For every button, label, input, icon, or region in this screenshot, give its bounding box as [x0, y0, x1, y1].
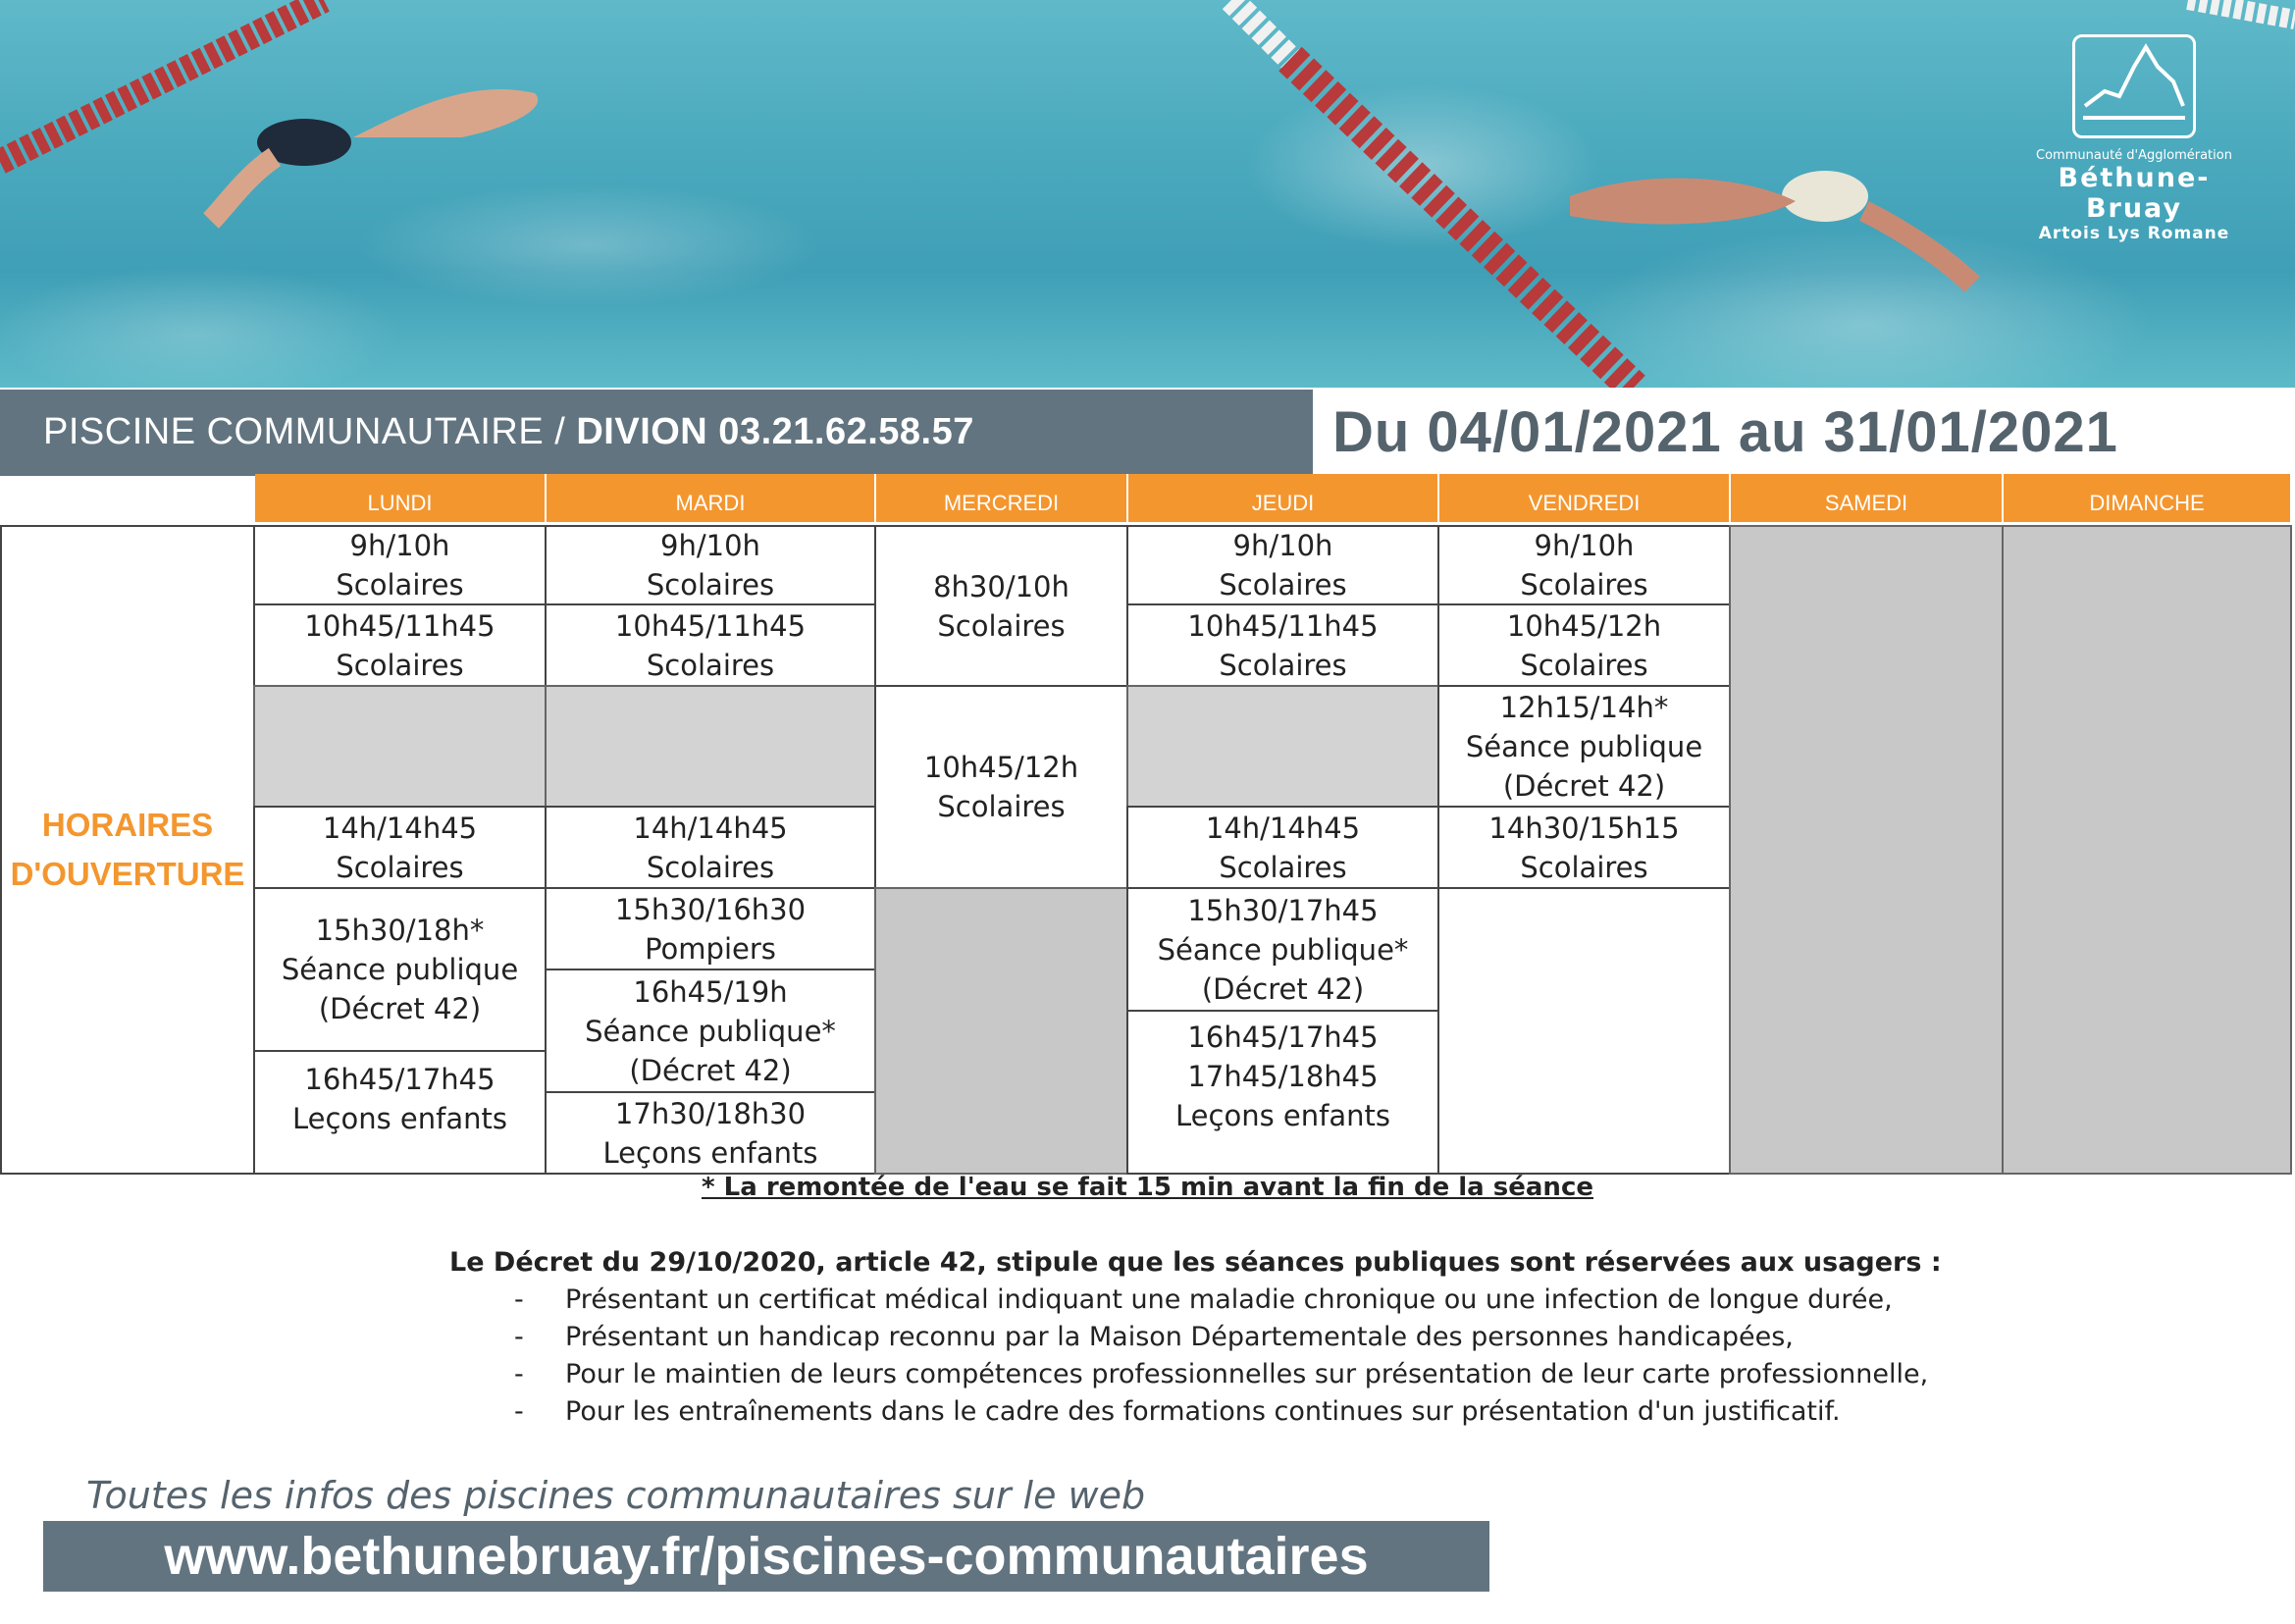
slot-activity: Scolaires	[336, 568, 464, 602]
slot-time-2: 17h45/18h45	[1187, 1060, 1379, 1093]
slot-activity: Pompiers	[645, 931, 776, 966]
slot-activity: Scolaires	[646, 568, 775, 602]
decree-item: - Pour les entraînements dans le cadre des formations continues sur présentation d'un justificatif.	[449, 1393, 2117, 1431]
day-header-mercredi: MERCREDI	[876, 474, 1128, 522]
slot-time: 10h45/11h45	[1187, 608, 1379, 643]
slot-activity: Scolaires	[937, 608, 1066, 643]
town-skyline-icon	[2072, 34, 2196, 138]
slot-time: 8h30/10h	[933, 569, 1069, 603]
agglomeration-logo	[2026, 34, 2242, 243]
lane-rope-right	[2188, 0, 2295, 20]
slot-time: 10h45/12h	[923, 751, 1079, 784]
slot-time: 9h/10h	[1534, 529, 1635, 562]
title-bar	[0, 390, 1313, 476]
web-info-text: Toutes les infos des piscines communautaires sur le web	[86, 1474, 1146, 1517]
slot-time: 14h/14h45	[633, 811, 788, 845]
vendredi-slot-4	[1437, 806, 1731, 889]
lundi-slot-3	[253, 806, 547, 889]
mercredi-slot-2	[874, 685, 1128, 889]
mercredi-slot-1	[874, 525, 1128, 687]
swimmer-left	[211, 89, 538, 221]
slot-activity: Séance publique	[281, 953, 519, 986]
jeudi-slot-4	[1126, 887, 1439, 1012]
decree-item: - Pour le maintien de leurs compétences professionnelles sur présentation de leur carte professionnelle,	[449, 1356, 2117, 1393]
logo-line3: Artois Lys Romane	[2038, 224, 2230, 243]
slot-activity: Leçons enfants	[1175, 1099, 1390, 1132]
slot-activity: Scolaires	[646, 850, 775, 884]
decree-section	[449, 1244, 2117, 1431]
mardi-slot-4	[545, 887, 876, 970]
slot-extra: (Décret 42)	[318, 992, 482, 1025]
slot-time: 16h45/17h45	[304, 1063, 496, 1096]
title-location-phone: DIVION 03.21.62.58.57	[576, 411, 974, 452]
slot-time: 9h/10h	[660, 529, 760, 562]
vendredi-slot-3	[1437, 685, 1731, 808]
slot-activity: Séance publique*	[1157, 932, 1409, 967]
jeudi-slot-2	[1126, 603, 1439, 687]
day-header-jeudi: JEUDI	[1128, 474, 1439, 522]
slot-activity: Scolaires	[1520, 648, 1648, 682]
mardi-closed	[545, 685, 876, 808]
slot-activity: Leçons enfants	[292, 1102, 507, 1135]
slot-time: 14h/14h45	[322, 811, 478, 845]
slot-time: 12h15/14h*	[1499, 690, 1669, 724]
mardi-slot-5	[545, 969, 876, 1093]
lundi-slot-1	[253, 525, 547, 605]
slot-activity: Scolaires	[1219, 648, 1347, 682]
slot-time: 9h/10h	[1232, 529, 1333, 562]
slot-activity: Séance publique*	[585, 1014, 836, 1048]
dimanche-closed	[2002, 525, 2292, 1175]
slot-activity: Scolaires	[1219, 568, 1347, 602]
decree-item: - Présentant un handicap reconnu par la Maison Départementale des personnes handicapées,	[449, 1319, 2117, 1356]
opening-hours-line1: HORAIRES	[41, 807, 214, 843]
logo-line2: Béthune-Bruay	[2058, 163, 2211, 224]
day-header-dimanche: DIMANCHE	[2004, 474, 2292, 522]
slot-extra: (Décret 42)	[1502, 768, 1666, 803]
slot-time: 10h45/11h45	[304, 608, 496, 643]
mardi-slot-1	[545, 525, 876, 605]
jeudi-closed	[1126, 685, 1439, 808]
page-title	[43, 411, 974, 453]
slot-time: 9h/10h	[349, 529, 450, 562]
slot-activity: Scolaires	[336, 648, 464, 682]
slot-activity: Scolaires	[1520, 568, 1648, 602]
opening-hours-label	[0, 525, 255, 1175]
skyline-icon	[2075, 37, 2193, 135]
lane-rope-center	[1231, 0, 1634, 388]
decree-heading: Le Décret du 29/10/2020, article 42, stipule que les séances publiques sont réservées aux usagers :	[449, 1247, 1942, 1278]
lundi-closed	[253, 685, 547, 808]
slot-time: 10h45/11h45	[614, 608, 807, 643]
jeudi-slot-1	[1126, 525, 1439, 605]
slot-extra: (Décret 42)	[629, 1053, 792, 1087]
lundi-slot-5	[253, 1050, 547, 1175]
date-range: Du 04/01/2021 au 31/01/2021	[1332, 400, 2118, 464]
slot-activity: Séance publique	[1465, 729, 1703, 763]
slot-extra: (Décret 42)	[1201, 971, 1365, 1006]
jeudi-slot-3	[1126, 806, 1439, 889]
jeudi-slot-5	[1126, 1010, 1439, 1175]
day-header-samedi: SAMEDI	[1731, 474, 2004, 522]
water-exit-note: * La remontée de l'eau se fait 15 min avant la fin de la séance	[702, 1173, 1593, 1202]
slot-time: 14h30/15h15	[1488, 811, 1680, 845]
slot-activity: Scolaires	[646, 648, 775, 682]
day-header-mardi: MARDI	[547, 474, 876, 522]
opening-hours-line2: D'OUVERTURE	[10, 856, 245, 892]
decree-item: - Présentant un certificat médical indiquant une maladie chronique ou une infection de longue durée,	[449, 1282, 2117, 1319]
mardi-slot-6	[545, 1091, 876, 1175]
slot-activity: Scolaires	[1520, 850, 1648, 884]
slot-time: 16h45/19h	[633, 974, 788, 1009]
pool-illustration	[0, 0, 2295, 388]
samedi-closed	[1729, 525, 2004, 1175]
vendredi-slot-1	[1437, 525, 1731, 605]
pool-photo	[0, 0, 2295, 388]
slot-time: 14h/14h45	[1205, 811, 1361, 845]
website-link[interactable]: www.bethunebruay.fr/piscines-communautaires	[43, 1521, 1489, 1592]
mardi-slot-2	[545, 603, 876, 687]
lundi-slot-2	[253, 603, 547, 687]
title-prefix: PISCINE COMMUNAUTAIRE /	[43, 411, 577, 452]
day-header-lundi: LUNDI	[255, 474, 547, 522]
slot-time: 15h30/17h45	[1187, 893, 1379, 927]
slot-time: 17h30/18h30	[614, 1096, 807, 1130]
lundi-slot-4	[253, 887, 547, 1052]
logo-line1: Communauté d'Agglomération	[2036, 148, 2232, 163]
mercredi-closed	[874, 887, 1128, 1175]
mardi-slot-3	[545, 806, 876, 889]
slot-activity: Scolaires	[336, 850, 464, 884]
slot-time: 15h30/16h30	[614, 892, 807, 926]
swimmer-right	[1570, 171, 1972, 285]
slot-time: 15h30/18h*	[315, 914, 485, 947]
vendredi-empty	[1437, 887, 1731, 1175]
decree-list	[449, 1282, 2117, 1431]
slot-time: 16h45/17h45	[1187, 1021, 1379, 1054]
day-header-vendredi: VENDREDI	[1439, 474, 1731, 522]
slot-activity: Scolaires	[937, 790, 1066, 823]
vendredi-slot-2	[1437, 603, 1731, 687]
slot-activity: Scolaires	[1219, 850, 1347, 884]
slot-activity: Leçons enfants	[602, 1135, 818, 1170]
slot-time: 10h45/12h	[1506, 608, 1662, 643]
